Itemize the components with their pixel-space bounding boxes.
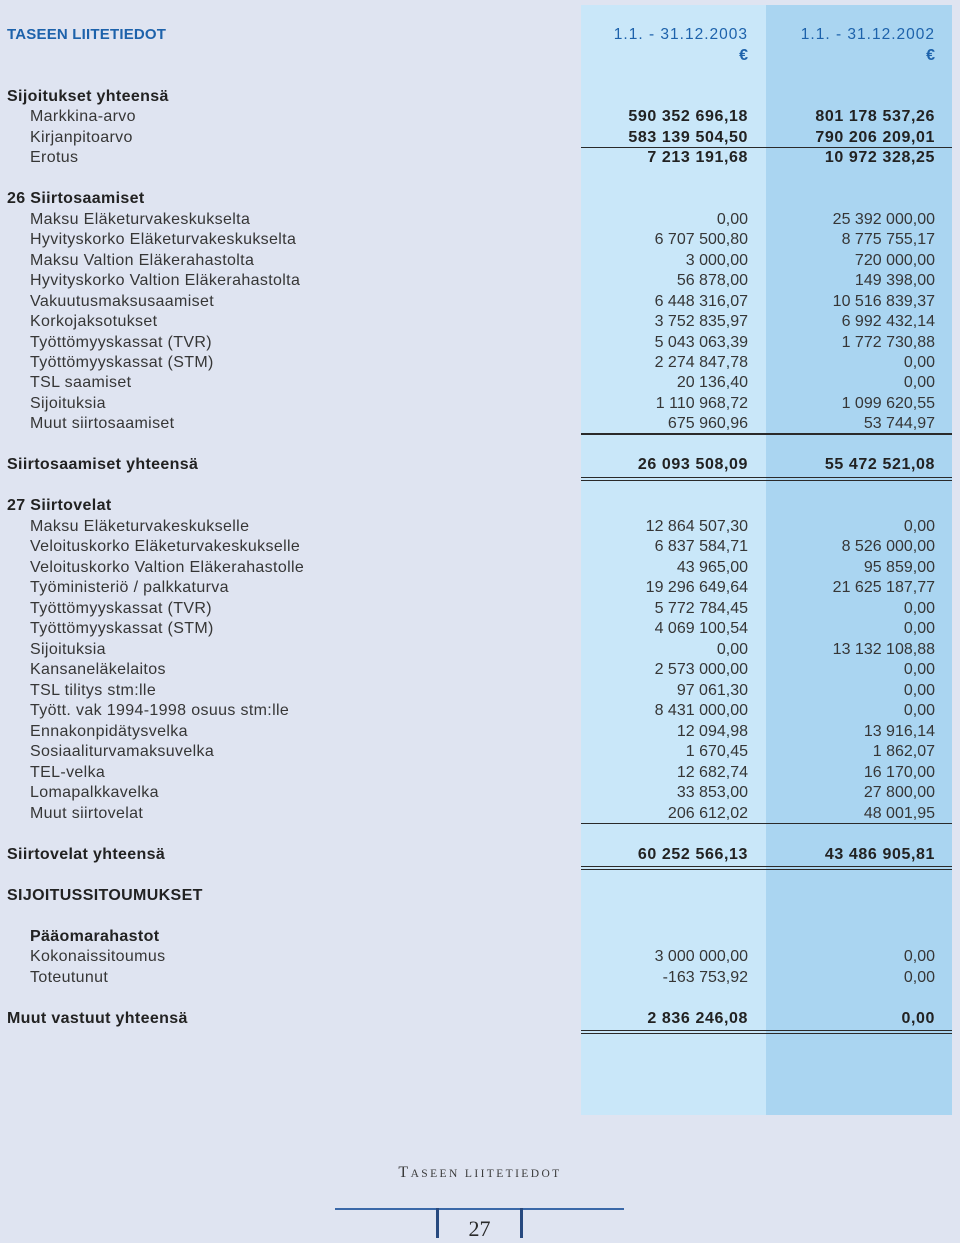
table-row [0, 353, 952, 373]
total-value-2002: 0,00 [901, 1009, 935, 1027]
value-2002: 0,00 [903, 681, 935, 699]
value-2003: 4 069 100,54 [654, 620, 748, 638]
row-label: Erotus [30, 149, 79, 167]
table-row [0, 230, 952, 250]
value-2003: 5 772 784,45 [654, 599, 748, 617]
table-row [0, 210, 952, 230]
row-label: Lomapalkkavelka [30, 784, 159, 802]
table-row [0, 394, 952, 414]
value-2002: 1 862,07 [872, 743, 935, 761]
value-2003: 0,00 [716, 210, 748, 228]
table-row [0, 599, 952, 619]
value-2002: 21 625 187,77 [832, 579, 935, 597]
section-rows [0, 210, 952, 435]
table-row [0, 292, 952, 312]
row-label: Muut siirtovelat [30, 804, 144, 822]
table-row [0, 333, 952, 353]
row-label: Maksu Valtion Eläkerahastolta [30, 251, 255, 269]
row-label: Maksu Eläketurvakeskukselle [30, 517, 250, 535]
value-2002: 0,00 [903, 374, 935, 392]
value-2002: 13 132 108,88 [832, 640, 935, 658]
table-row [0, 763, 952, 783]
value-2003: 12 864 507,30 [645, 517, 748, 535]
value-2002: 1 772 730,88 [841, 333, 935, 351]
total-label: Siirtovelat yhteensä [7, 845, 166, 863]
value-2003: 0,00 [716, 640, 748, 658]
section-heading-label: 26 Siirtosaamiset [7, 190, 145, 208]
value-2002: 16 170,00 [863, 763, 935, 781]
section-heading [0, 886, 952, 906]
section-siirtovelat [0, 496, 952, 865]
value-2002: 8 526 000,00 [841, 538, 935, 556]
table-row [0, 640, 952, 660]
value-2002: 25 392 000,00 [832, 210, 935, 228]
value-2003: 206 612,02 [667, 804, 748, 822]
row-label: TEL-velka [30, 763, 106, 781]
table-row [0, 783, 952, 803]
value-2003: 1 670,45 [685, 743, 748, 761]
row-label: Työttömyyskassat (TVR) [30, 333, 212, 351]
table-row [0, 804, 952, 824]
table-row [0, 312, 952, 332]
section-heading [0, 189, 952, 209]
value-2003: 675 960,96 [667, 415, 748, 433]
value-2002: 53 744,97 [863, 415, 935, 433]
table-row [0, 722, 952, 742]
value-2002: 27 800,00 [863, 784, 935, 802]
value-2003: 97 061,30 [676, 681, 748, 699]
period-2003: 1.1. - 31.12.2003 [613, 26, 748, 44]
section-heading-label: SIJOITUSSITOUMUKSET [7, 886, 203, 904]
total-row [0, 455, 952, 475]
value-2003: 590 352 696,18 [628, 108, 748, 126]
value-2003: 6 837 584,71 [654, 538, 748, 556]
value-2002: 0,00 [903, 599, 935, 617]
difference-row [0, 148, 952, 168]
total-value-2002: 55 472 521,08 [824, 456, 935, 474]
value-2003: 12 094,98 [676, 722, 748, 740]
value-2003: 6 448 316,07 [654, 292, 748, 310]
table-row [0, 947, 952, 967]
row-label: Ennakonpidätysvelka [30, 722, 188, 740]
total-value-2002: 43 486 905,81 [824, 845, 935, 863]
section-rows [0, 107, 952, 148]
row-label: Korkojaksotukset [30, 313, 158, 331]
value-2002: 0,00 [903, 354, 935, 371]
total-value-2003: 2 836 246,08 [647, 1009, 748, 1027]
period-2002: 1.1. - 31.12.2002 [800, 26, 935, 44]
section-heading [0, 496, 952, 516]
total-row [0, 1009, 952, 1029]
value-2002: 0,00 [903, 661, 935, 679]
table-row [0, 701, 952, 721]
row-label: Työttömyyskassat (TVR) [30, 599, 212, 617]
row-label: Työttömyyskassat (STM) [30, 620, 214, 638]
table-row [0, 271, 952, 291]
row-label: TSL saamiset [30, 374, 132, 392]
value-2003: 6 707 500,80 [654, 231, 748, 249]
table-header [0, 25, 952, 66]
row-label: Muut siirtosaamiset [30, 415, 175, 433]
table-row [0, 558, 952, 578]
value-2002: 6 992 432,14 [841, 313, 935, 331]
section-heading-label: 27 Siirtovelat [7, 497, 112, 515]
table-row [0, 373, 952, 393]
value-2002: 0,00 [903, 968, 935, 986]
value-2003: 3 000 000,00 [654, 948, 748, 966]
header-row-periods [0, 25, 952, 45]
row-label: Sosiaaliturvamaksuvelka [30, 743, 215, 761]
row-label: Kokonaissitoumus [30, 948, 166, 966]
table-row [0, 537, 952, 557]
value-2003: 19 296 649,64 [645, 579, 748, 597]
row-label: Työministeriö / palkkaturva [30, 579, 229, 597]
row-label: Toteutunut [30, 968, 109, 986]
value-2003: 3 752 835,97 [654, 313, 748, 331]
row-label: Veloituskorko Eläketurvakeskukselle [30, 538, 301, 556]
value-2002: 8 775 755,17 [841, 231, 935, 249]
total-value-2003: 26 093 508,09 [637, 456, 748, 474]
section-sijoitussitoumukset [0, 886, 952, 1029]
section-siirtosaamiset [0, 189, 952, 476]
value-2002: 95 859,00 [863, 558, 935, 576]
value-2002: 0,00 [903, 948, 935, 966]
table-row [0, 681, 952, 701]
value-2003: 1 110 968,72 [655, 394, 748, 412]
table-row [0, 414, 952, 434]
currency-2003: € [739, 46, 748, 64]
table-row [0, 619, 952, 639]
value-2003: 8 431 000,00 [654, 702, 748, 720]
row-label: Vakuutusmaksusaamiset [30, 292, 215, 310]
table-row [0, 107, 952, 127]
table-row [0, 251, 952, 271]
row-label: Kansaneläkelaitos [30, 661, 166, 679]
subheading-row [0, 927, 952, 947]
value-2002: 0,00 [903, 702, 935, 720]
currency-2002: € [926, 46, 935, 64]
table-row [0, 742, 952, 762]
value-2003: 12 682,74 [676, 763, 748, 781]
value-2002: 0,00 [903, 517, 935, 535]
value-2003: 2 573 000,00 [654, 661, 748, 679]
value-2002: 1 099 620,55 [841, 394, 935, 412]
section-heading-label: Sijoitukset yhteensä [7, 87, 169, 105]
row-label: TSL tilitys stm:lle [30, 681, 157, 699]
value-2002: 720 000,00 [854, 251, 935, 269]
table-row [0, 660, 952, 680]
value-2002: 13 916,14 [863, 722, 935, 740]
table-row [0, 968, 952, 988]
row-label: Työttömyyskassat (STM) [30, 354, 214, 371]
value-2002: 149 398,00 [854, 272, 935, 290]
value-2002: 0,00 [903, 620, 935, 638]
running-title: TASEEN LIITETIEDOT [398, 1164, 562, 1181]
value-2003: 7 213 191,68 [647, 149, 748, 167]
row-label: Veloituskorko Valtion Eläkerahastolle [30, 558, 305, 576]
subheading-label: Pääomarahastot [30, 927, 160, 945]
value-2003: 20 136,40 [676, 374, 748, 392]
row-label: Tyött. vak 1994-1998 osuus stm:lle [30, 702, 290, 720]
section-rows [0, 947, 952, 988]
value-2003: 33 853,00 [676, 784, 748, 802]
value-2003: 43 965,00 [676, 558, 748, 576]
row-label: Sijoituksia [30, 394, 106, 412]
value-2002: 801 178 537,26 [815, 108, 935, 126]
table-row [0, 128, 952, 148]
total-label: Muut vastuut yhteensä [7, 1009, 188, 1027]
row-label: Hyvityskorko Valtion Eläkerahastolta [30, 272, 301, 290]
section-heading [0, 87, 952, 107]
row-label: Sijoituksia [30, 640, 106, 658]
row-label: Kirjanpitoarvo [30, 128, 133, 146]
table-row [0, 517, 952, 537]
value-2002: 48 001,95 [863, 804, 935, 822]
row-label: Hyvityskorko Eläketurvakeskukselta [30, 231, 297, 249]
header-row-currency [0, 46, 952, 66]
value-2002: 790 206 209,01 [815, 128, 935, 146]
page-title: TASEEN LIITETIEDOT [7, 26, 167, 44]
value-2003: 3 000,00 [685, 251, 748, 269]
page-number-divider-right [520, 1208, 523, 1238]
value-2002: 10 516 839,37 [832, 292, 935, 310]
row-label: Maksu Eläketurvakeskukselta [30, 210, 251, 228]
table-row [0, 578, 952, 598]
value-2003: 56 878,00 [676, 272, 748, 290]
value-2002: 10 972 328,25 [824, 149, 935, 167]
total-label: Siirtosaamiset yhteensä [7, 456, 199, 474]
value-2003: 2 274 847,78 [654, 354, 748, 371]
header-spacer [0, 46, 581, 66]
section-rows [0, 517, 952, 824]
row-label: Markkina-arvo [30, 108, 136, 126]
value-2003: 583 139 504,50 [628, 128, 748, 146]
total-row [0, 845, 952, 865]
value-2003: 5 043 063,39 [654, 333, 748, 351]
section-sijoitukset [0, 87, 952, 169]
total-value-2003: 60 252 566,13 [637, 845, 748, 863]
value-2003: -163 753,92 [662, 968, 748, 986]
page-number: 27 [468, 1216, 491, 1241]
footer-rule [335, 1208, 624, 1210]
notes-table [0, 25, 952, 1049]
